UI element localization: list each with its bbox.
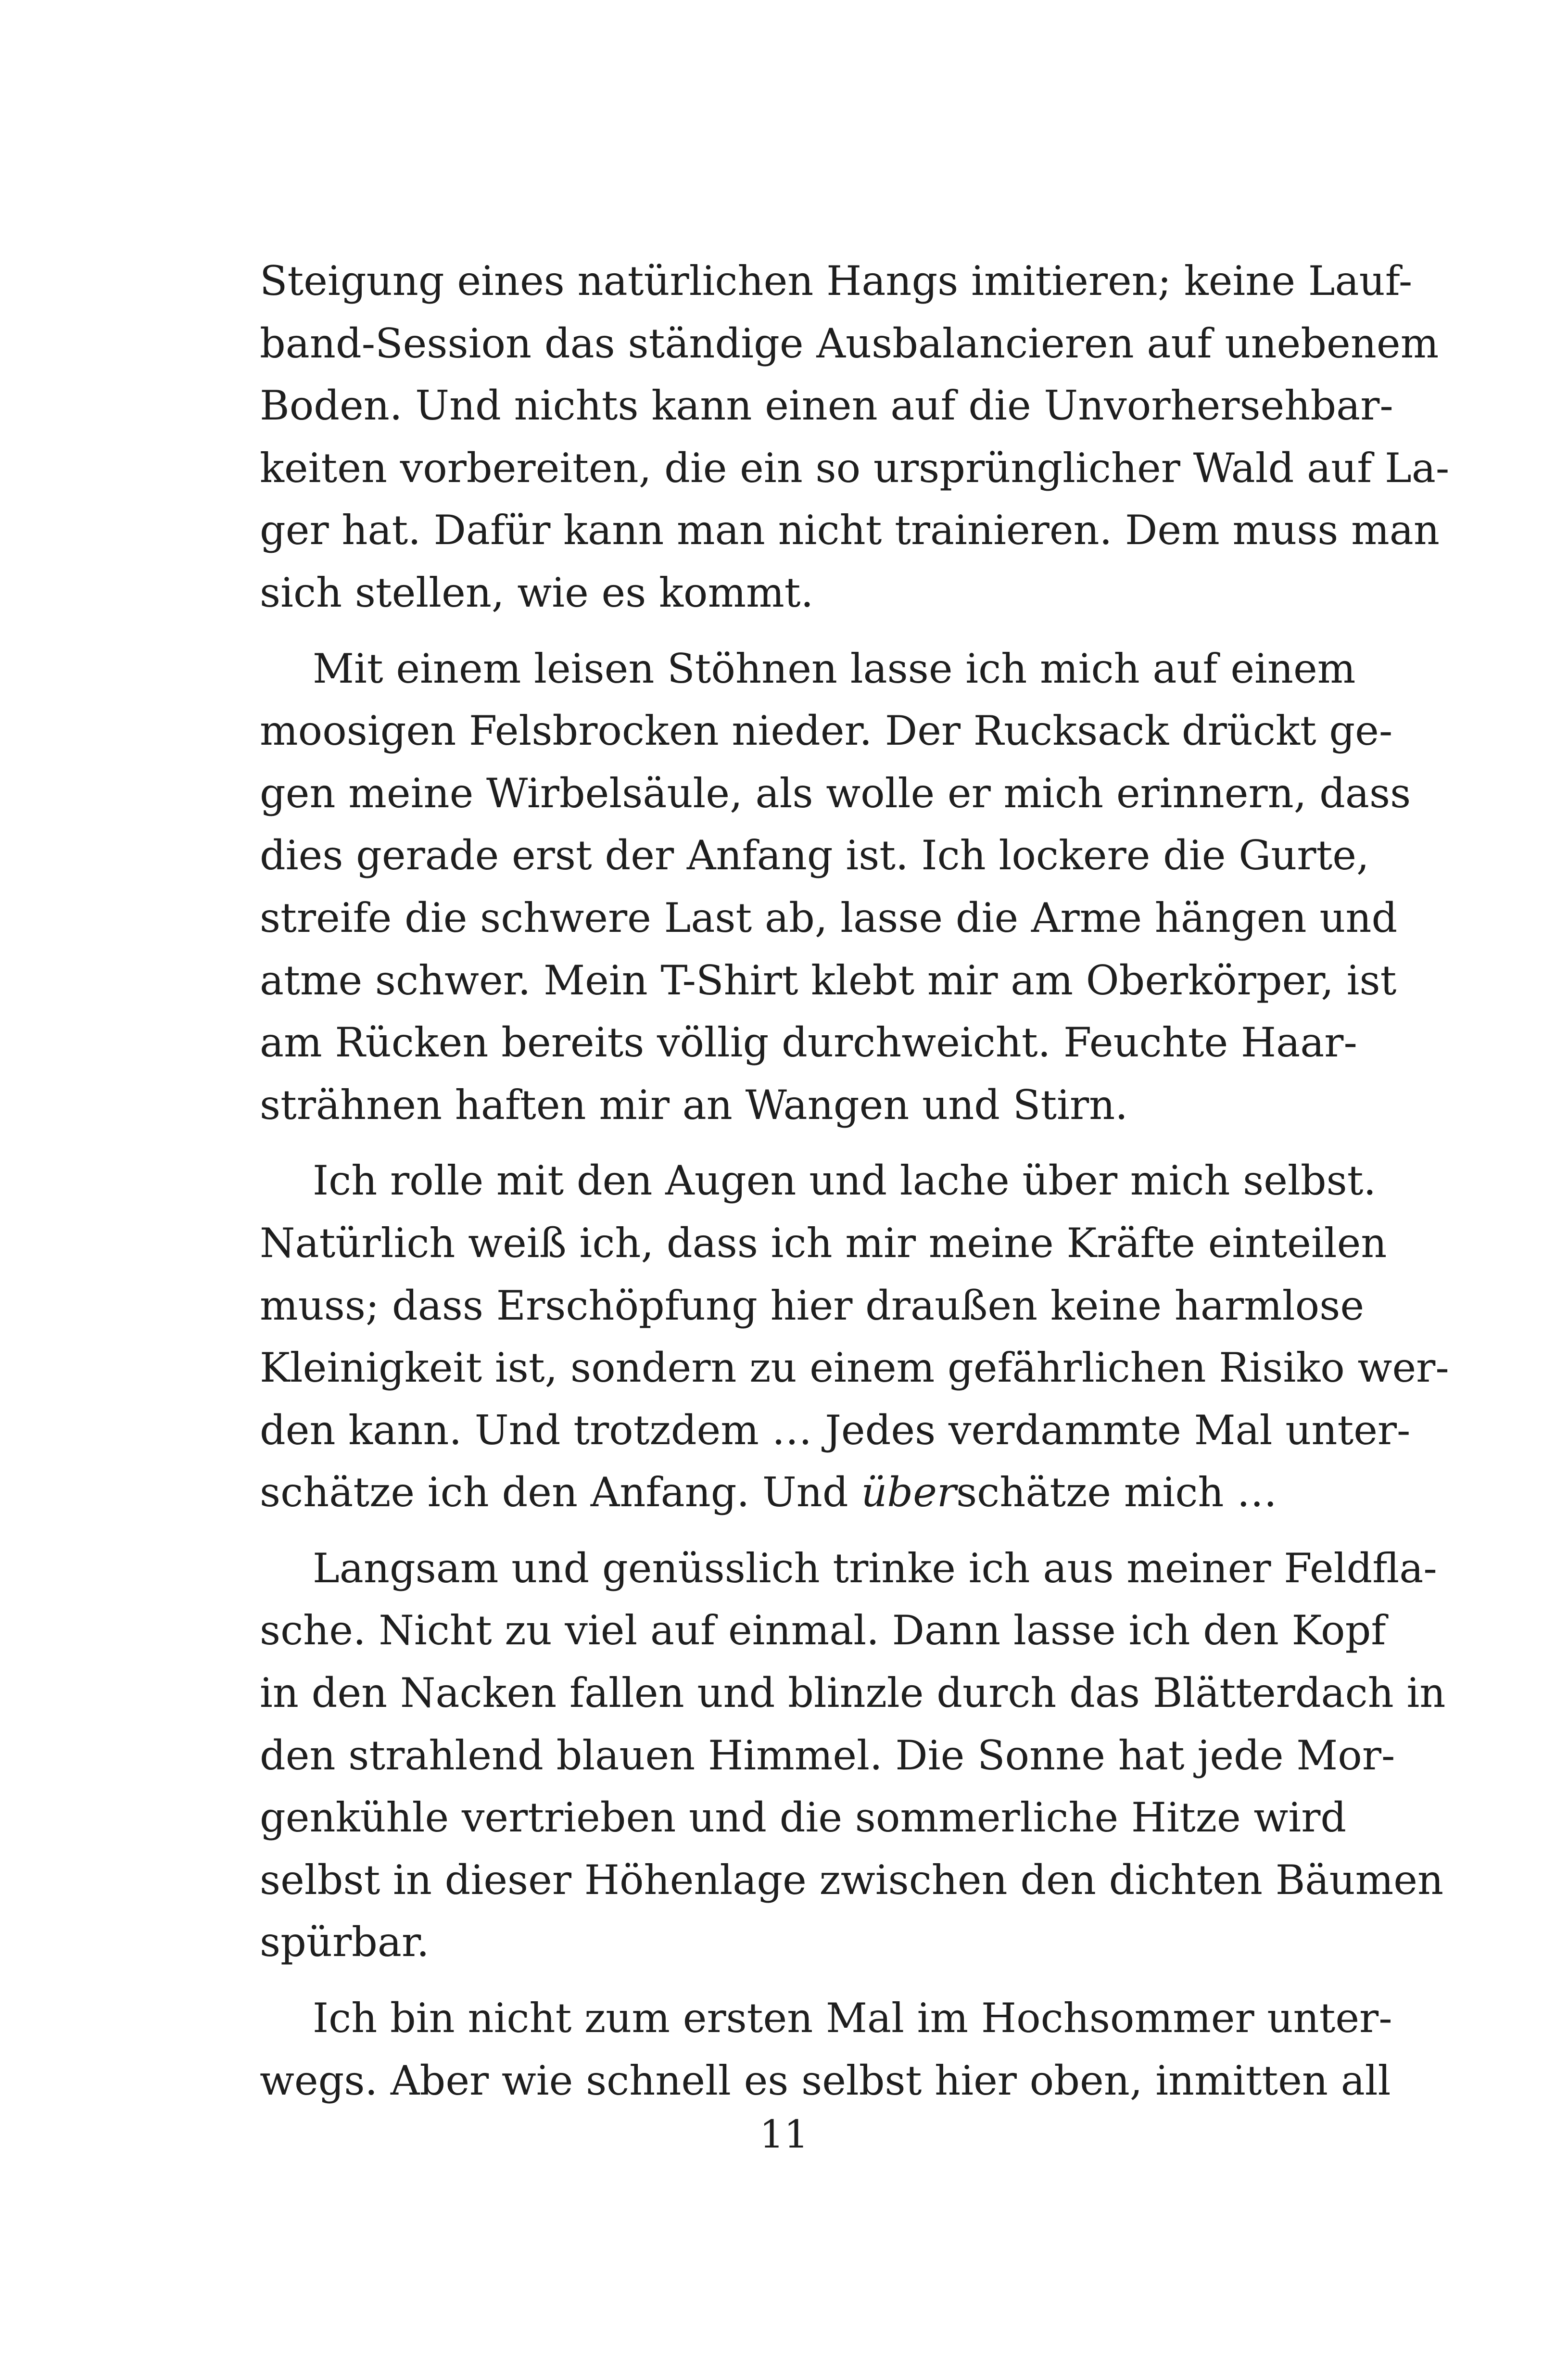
text-line <box>260 1462 1308 1524</box>
body-text <box>260 250 1450 2112</box>
text-line: Steigung eines natürlichen Hangs imitieren; keine Lauf- <box>260 257 1413 305</box>
text-line: wegs. Aber wie schnell es selbst hier oben, inmitten all <box>260 2057 1391 2104</box>
text-line: den kann. Und trotzdem … Jedes verdammte Mal unter- <box>260 1406 1411 1454</box>
text-line: band-Session das ständige Ausbalancieren auf unebenem <box>260 319 1439 367</box>
text-line: Natürlich weiß ich, dass ich mir meine Kräfte einteilen <box>260 1219 1387 1267</box>
text-line: Ich rolle mit den Augen und lache über mich selbst. <box>313 1157 1377 1205</box>
text-line: Langsam und genüsslich trinke ich aus meiner Feldfla- <box>313 1544 1437 1592</box>
text-line: muss; dass Erschöpfung hier draußen keine harmlose <box>260 1282 1365 1329</box>
text-line: ger hat. Dafür kann man nicht trainieren. Dem muss man <box>260 507 1440 554</box>
text-line: genkühle vertrieben und die sommerliche Hitze wird <box>260 1794 1347 1842</box>
text-line: Mit einem leisen Stöhnen lasse ich mich auf einem <box>313 645 1356 692</box>
italic-emphasis: über <box>861 1469 957 1516</box>
text-line: in den Nacken fallen und blinzle durch das Blätterdach in <box>260 1669 1446 1717</box>
text-line: gen meine Wirbelsäule, als wolle er mich erinnern, dass <box>260 769 1411 817</box>
text-line: Ich bin nicht zum ersten Mal im Hochsommer unter- <box>313 1995 1392 2042</box>
text-line: spürbar. <box>260 1919 430 1966</box>
text-line: am Rücken bereits völlig durchweicht. Feuchte Haar- <box>260 1019 1357 1067</box>
text-line: atme schwer. Mein T-Shirt klebt mir am Oberkörper, ist <box>260 956 1397 1004</box>
text-line: sich stellen, wie es kommt. <box>260 569 814 616</box>
text-segment: schätze mich … <box>956 1469 1277 1516</box>
page-number: 11 <box>759 2112 809 2157</box>
text-line: den strahlend blauen Himmel. Die Sonne hat jede Mor- <box>260 1731 1395 1779</box>
text-line: sche. Nicht zu viel auf einmal. Dann lasse ich den Kopf <box>260 1607 1386 1654</box>
text-line: keiten vorbereiten, die ein so ursprünglicher Wald auf La- <box>260 444 1450 492</box>
text-segment: schätze ich den Anfang. Und <box>260 1469 861 1516</box>
text-line: dies gerade erst der Anfang ist. Ich lockere die Gurte, <box>260 832 1369 879</box>
text-line: Boden. Und nichts kann einen auf die Unvorhersehbar- <box>260 382 1393 430</box>
text-line: selbst in dieser Höhenlage zwischen den dichten Bäumen <box>260 1856 1444 1904</box>
text-line: streife die schwere Last ab, lasse die Arme hängen und <box>260 894 1398 941</box>
text-line: strähnen haften mir an Wangen und Stirn. <box>260 1081 1128 1129</box>
text-line: moosigen Felsbrocken nieder. Der Rucksack drückt ge- <box>260 707 1393 755</box>
text-line: Kleinigkeit ist, sondern zu einem gefährlichen Risiko wer- <box>260 1344 1449 1392</box>
